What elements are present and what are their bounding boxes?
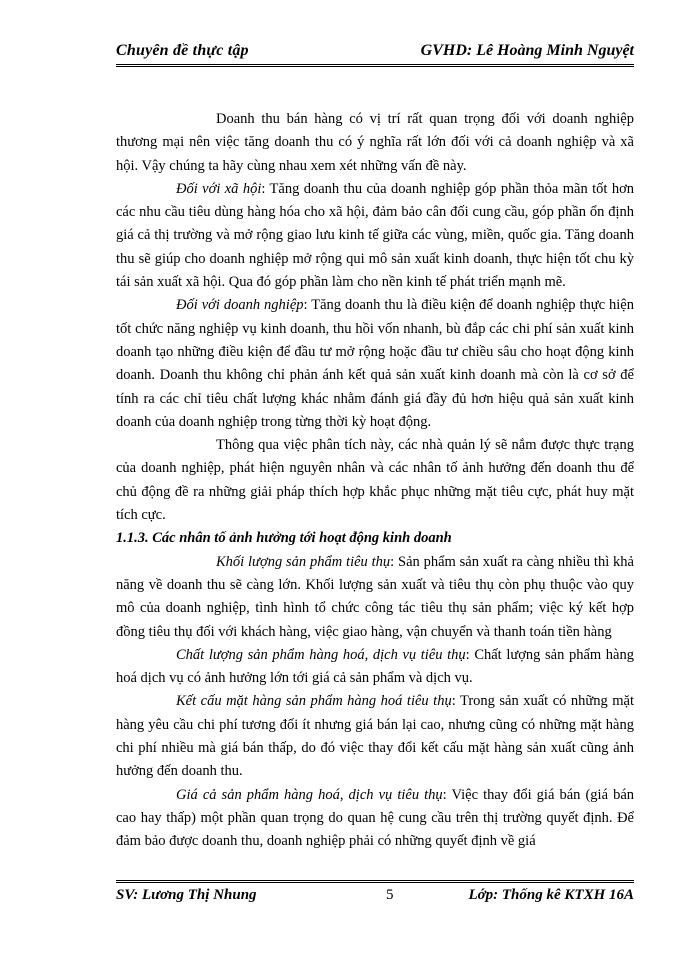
paragraph-volume [116, 551, 634, 644]
paragraph-society-text: : Tăng doanh thu của doanh nghiệp góp phần thỏa mãn tốt hơn các nhu cầu tiêu dùng hàng hóa cho xã hội, đảm bảo cân đối cung cầu, góp phần ổn định giá cả thị trường và mở rộng giao lưu kinh tế giữa các vùng, miền, quốc gia. Tăng doanh thu sẽ giúp cho doanh nghiệp mở rộng qui mô sản xuất kinh doanh, thực hiện tốt chu kỳ tái sản xuất xã hội. Qua đó góp phần làm cho nền kinh tế phát triển mạnh mẽ. [116, 180, 634, 291]
paragraph-quality [116, 644, 634, 691]
paragraph-society [116, 178, 634, 294]
header-supervisor: GVHD: Lê Hoàng Minh Nguyệt [420, 42, 634, 59]
page-body [116, 108, 634, 854]
paragraph-quality-lead: Chất lượng sản phẩm hàng hoá, dịch vụ tiêu thụ [176, 646, 466, 663]
paragraph-structure-text: : Trong sản xuất có những mặt hàng yêu cầu chi phí tương đối ít nhưng giá bán lại cao, nhưng cũng có những mặt hàng chi phí nhiều mà giá bán thấp, do đó việc thay đổi kết cấu mặt hàng sản xuất cũng ảnh hưởng đến doanh thu. [116, 693, 634, 780]
header-title: Chuyên đề thực tập [116, 42, 249, 59]
paragraph-price-lead: Giá cả sản phẩm hàng hoá, dịch vụ tiêu thụ [176, 786, 443, 803]
page-header [116, 38, 634, 67]
paragraph-enterprise-text: : Tăng doanh thu là điều kiện để doanh nghiệp thực hiện tốt chức năng nghiệp vụ kinh doanh, thu hồi vốn nhanh, bù đắp các chi phí sản xuất kinh doanh tạo những điều kiện để đầu tư mở rộng hoặc đầu tư chiều sâu cho hoạt động kinh doanh. Doanh thu không chỉ phản ánh kết quả sản xuất kinh doanh mà còn là cơ sở để tính ra các chỉ tiêu chất lượng khác nhằm đánh giá đầy đủ hơn hiệu quả sản xuất kinh doanh của doanh nghiệp trong từng thời kỳ hoạt động. [116, 297, 634, 430]
paragraph-analysis: Thông qua việc phân tích này, các nhà quản lý sẽ nắm được thực trạng của doanh nghiệp, phát hiện nguyên nhân và các nhân tố ảnh hưởng đến doanh thu để chủ động đề ra những giải pháp thích hợp khắc phục những mặt tiêu cực, phát huy mặt tích cực. [116, 437, 634, 524]
paragraph-enterprise [116, 294, 634, 434]
section-heading: 1.1.3. Các nhân tố ảnh hưởng tới hoạt động kinh doanh [116, 530, 452, 547]
paragraph-volume-text: : Sản phẩm sản xuất ra càng nhiều thì khả năng về doanh thu sẽ càng lớn. Khối lượng sản xuất và tiêu thụ còn phụ thuộc vào quy mô của doanh nghiệp, tình hình tổ chức công tác tiêu thụ sản phẩm; việc ký kết hợp đồng tiêu thụ đối với khách hàng, việc giao hàng, vận chuyển và thanh toán tiền hàng [116, 553, 634, 640]
paragraph-structure [116, 690, 634, 783]
paragraph-volume-lead: Khối lượng sản phẩm tiêu thụ [216, 553, 391, 570]
page-number: 5 [386, 887, 394, 903]
paragraph-structure-lead: Kết cấu mặt hàng sản phẩm hàng hoá tiêu thụ [176, 693, 452, 710]
paragraph-enterprise-lead: Đối với doanh nghiệp [176, 297, 304, 314]
page-footer [116, 880, 634, 913]
paragraph-society-lead: Đối với xã hội [176, 180, 262, 197]
paragraph-intro: Doanh thu bán hàng có vị trí rất quan trọng đối với doanh nghiệp thương mại nên việc tăng doanh thu có ý nghĩa rất lớn đối với cả doanh nghiệp và xã hội. Vậy chúng ta hãy cùng nhau xem xét những vấn đề này. [116, 111, 634, 174]
footer-class: Lớp: Thống kê KTXH 16A [468, 887, 634, 903]
paragraph-price-text: : Việc thay đổi giá bán (giá bán cao hay thấp) một phần quan trọng do quan hệ cung cầu trên thị trường quyết định. Để đảm bảo được doanh thu, doanh nghiệp phải có những quyết định về giá [116, 786, 634, 850]
paragraph-price [116, 784, 634, 854]
footer-student: SV: Lương Thị Nhung [116, 887, 257, 903]
paragraph-quality-text: : Chất lượng sản phẩm hàng hoá dịch vụ có ảnh hưởng lớn tới giá cả sản phẩm và dịch vụ. [116, 646, 634, 687]
